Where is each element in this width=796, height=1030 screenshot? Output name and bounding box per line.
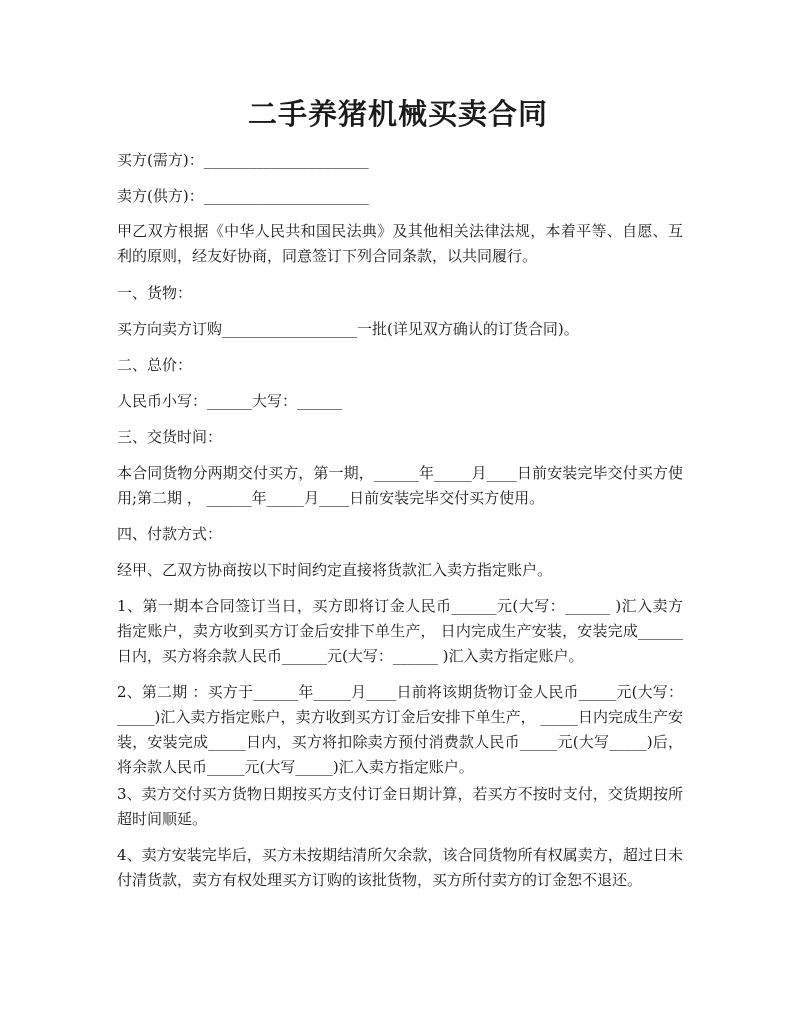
preamble-paragraph: 甲乙双方根据《中华人民共和国民法典》及其他相关法律法规，本着平等、自愿、互利的原则，经友好协商，同意签订下列合同条款，以共同履行。 [117, 222, 683, 265]
document-title: 二手养猪机械买卖合同 [247, 97, 548, 131]
payment-intro-paragraph: 经甲、乙双方协商按以下时间约定直接将货款汇入卖方指定账户。 [117, 561, 553, 579]
section-heading-total-price: 二、总价： [117, 356, 193, 374]
section-heading-delivery-time: 三、交货时间： [117, 428, 223, 446]
section-heading-goods: 一、货物： [117, 284, 193, 302]
payment-clause-2: 2、第二期 ：买方于______年_____月____日前将该期货物订金人民币_____元(大写：_____)汇入卖方指定账户，卖方收到买方订金后安排下单生产， _____日内完成生产安装，安装完成_____日内，买方将扣除卖方预付消费款人民币_____元(大写_____)后，将余款人民币_____元(大写_____)汇入卖方指定账户。 [117, 683, 683, 776]
delivery-paragraph: 本合同货物分两期交付买方，第一期，______年_____月____日前安装完毕交付买方使用;第二期 ， ______年_____月____日前安装完毕交付买方使用。 [117, 464, 683, 507]
payment-clause-4: 4、卖方安装完毕后，买方未按期结清所欠余款，该合同货物所有权属卖方，超过日未付清货款，卖方有权处理买方订购的该批货物，买方所付卖方的订金恕不退还。 [117, 846, 683, 889]
payment-clause-1: 1、第一期本合同签订当日，买方即将订金人民币______元(大写：______ )汇入卖方指定账户，卖方收到买方订金后安排下单生产， 日内完成生产安装，安装完成______日内，买方将余款人民币______元(大写：______ )汇入卖方指定账户。 [117, 597, 683, 665]
section-heading-payment: 四、付款方式： [117, 525, 223, 543]
buyer-line: 买方(需方)：______________________ [117, 151, 369, 169]
goods-paragraph: 买方向卖方订购__________________一批(详见双方确认的订货合同)。 [117, 320, 579, 338]
price-paragraph: 人民币小写：______大写：______ [117, 392, 343, 410]
payment-clause-3: 3、卖方交付买方货物日期按买方支付订金日期计算，若买方不按时支付，交货期按所超时间顺延。 [117, 785, 683, 828]
seller-line: 卖方(供方)：______________________ [117, 187, 369, 205]
